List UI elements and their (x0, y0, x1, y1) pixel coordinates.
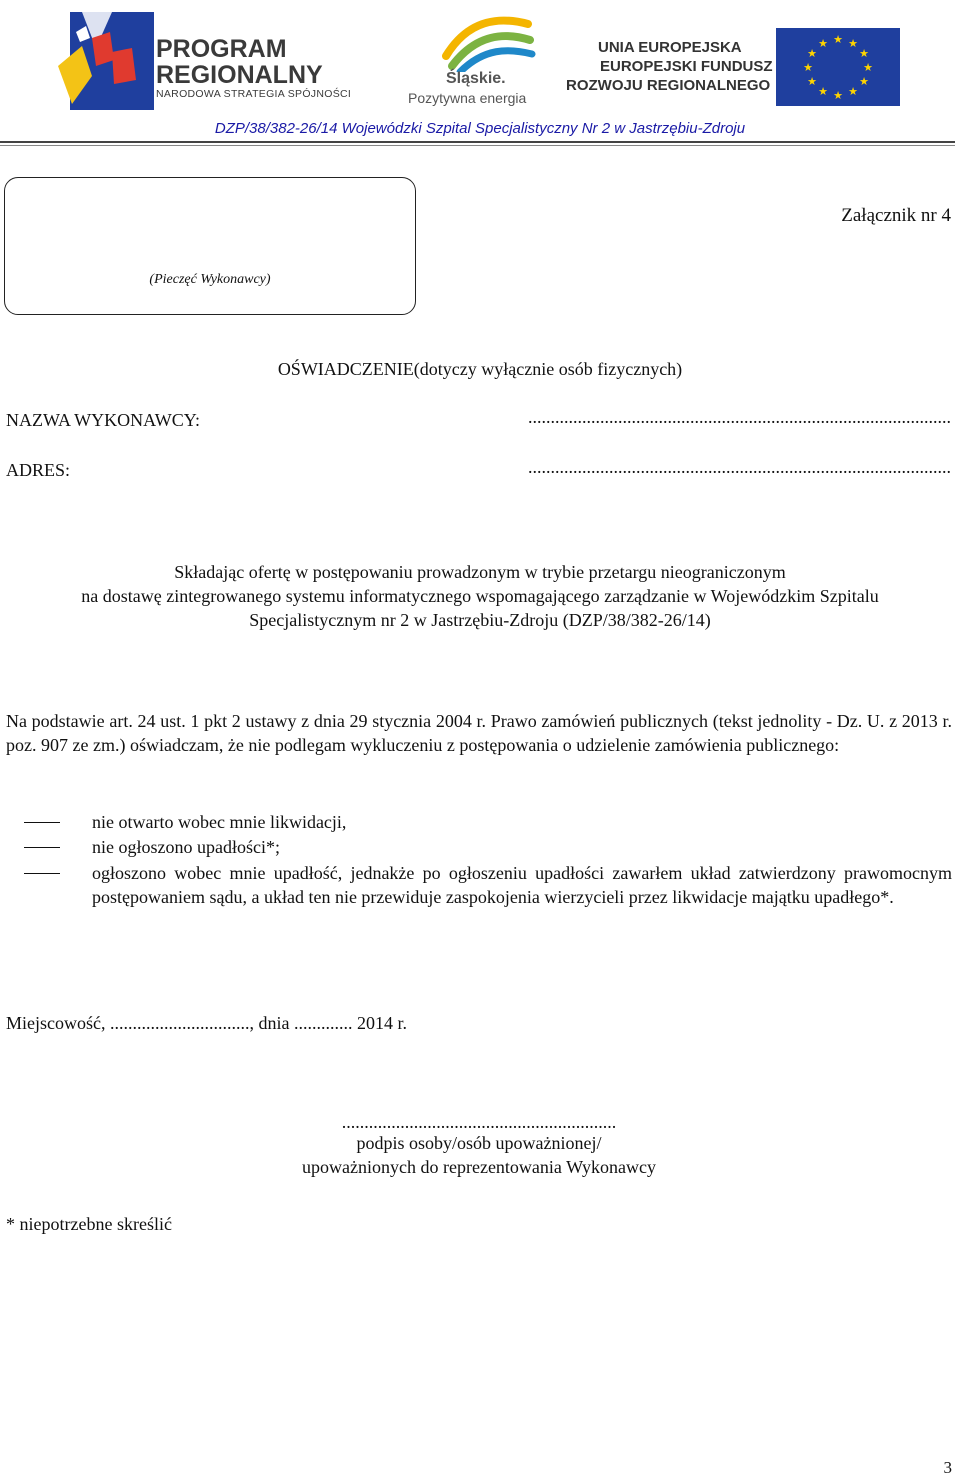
svg-text:★: ★ (803, 61, 813, 74)
svg-text:★: ★ (848, 85, 858, 98)
slaskie-logo (404, 8, 544, 116)
signature-caption-1: podpis osoby/osób upoważnionej/ (356, 1133, 602, 1153)
eu-logo (562, 8, 902, 116)
svg-text:★: ★ (848, 37, 858, 50)
svg-text:★: ★ (818, 85, 828, 98)
annex-label: Załącznik nr 4 (841, 205, 951, 226)
svg-text:★: ★ (818, 37, 828, 50)
list-dash (24, 847, 60, 848)
list-dash (24, 822, 60, 823)
signature-dots: ............................................................. (341, 1112, 617, 1132)
intro-paragraph (0, 560, 960, 632)
header-divider-thin (0, 145, 955, 146)
eu-flag-icon (776, 28, 900, 106)
contractor-address-field[interactable]: .............................................................................................. (528, 457, 951, 477)
contractor-address-label: ADRES: (6, 460, 71, 480)
signature-caption-2: upoważnionych do reprezentowania Wykonawcy (302, 1157, 656, 1177)
list-item: nie otwarto wobec mnie likwidacji, (92, 812, 347, 832)
intro-line-1: Składając ofertę w postępowaniu prowadzonym w trybie przetargu nieograniczonym (174, 562, 786, 582)
slaskie-waves-icon (438, 10, 538, 72)
slaskie-title: Śląskie. (446, 70, 506, 87)
svg-text:★: ★ (859, 47, 869, 60)
program-subtitle: NARODOWA STRATEGIA SPÓJNOŚCI (156, 88, 352, 100)
footnote: * niepotrzebne skreślić (6, 1214, 172, 1234)
contractor-name-field[interactable]: .............................................................................................. (528, 407, 951, 427)
eu-fund-text: UNIA EUROPEJSKA EUROPEJSKI FUNDUSZ ROZWOJU REGIONALNEGO (566, 39, 773, 94)
document-reference: DZP/38/382-26/14 Wojewódzki Szpital Specjalistyczny Nr 2 w Jastrzębiu-Zdroju (214, 120, 746, 137)
place-date-line: Miejscowość, ..............................., dnia ............. 2014 r. (6, 1013, 407, 1033)
program-regionalny-emblem-icon (52, 8, 156, 116)
svg-text:★: ★ (863, 61, 873, 74)
stamp-label: (Pieczęć Wykonawcy) (149, 272, 271, 287)
slaskie-slogan: Pozytywna energia (408, 90, 527, 106)
intro-line-2: na dostawę zintegrowanego systemu informatycznego wspomagającego zarządzanie w Wojewódzkim Szpitalu (81, 586, 879, 606)
svg-text:★: ★ (833, 89, 843, 102)
program-title: PROGRAM REGIONALNY (156, 35, 323, 89)
intro-line-3: Specjalistycznym nr 2 w Jastrzębiu-Zdroju (DZP/38/382-26/14) (249, 610, 711, 630)
page-title: OŚWIADCZENIE(dotyczy wyłącznie osób fizycznych) (277, 359, 683, 379)
svg-text:★: ★ (807, 47, 817, 60)
svg-text:★: ★ (807, 75, 817, 88)
svg-text:★: ★ (859, 75, 869, 88)
program-regionalny-logo (52, 8, 382, 116)
list-item: ogłoszono wobec mnie upadłość, jednakże po ogłoszeniu upadłości zawarłem układ zatwierdzony prawomocnym postępowaniem sądu, a układ ten nie przewiduje zaspokojenia wierzycieli przez likwidacje majątku upadłego*. (92, 863, 952, 907)
contractor-name-label: NAZWA WYKONAWCY: (6, 410, 201, 430)
signature-block (200, 1113, 758, 1179)
contractor-stamp-box (4, 177, 416, 315)
list-dash (24, 873, 60, 874)
header-divider (0, 141, 955, 143)
list-item: nie ogłoszono upadłości*; (92, 837, 280, 857)
svg-text:★: ★ (833, 33, 843, 46)
legal-basis-paragraph: Na podstawie art. 24 ust. 1 pkt 2 ustawy z dnia 29 stycznia 2004 r. Prawo zamówień publicznych (tekst jednolity - Dz. U. z 2013 r. poz. 907 ze zm.) oświadczam, że nie podlegam wykluczeniu z postępowania o udzielenie zamówienia publicznego: (6, 711, 952, 755)
page-number: 3 (943, 1458, 952, 1477)
